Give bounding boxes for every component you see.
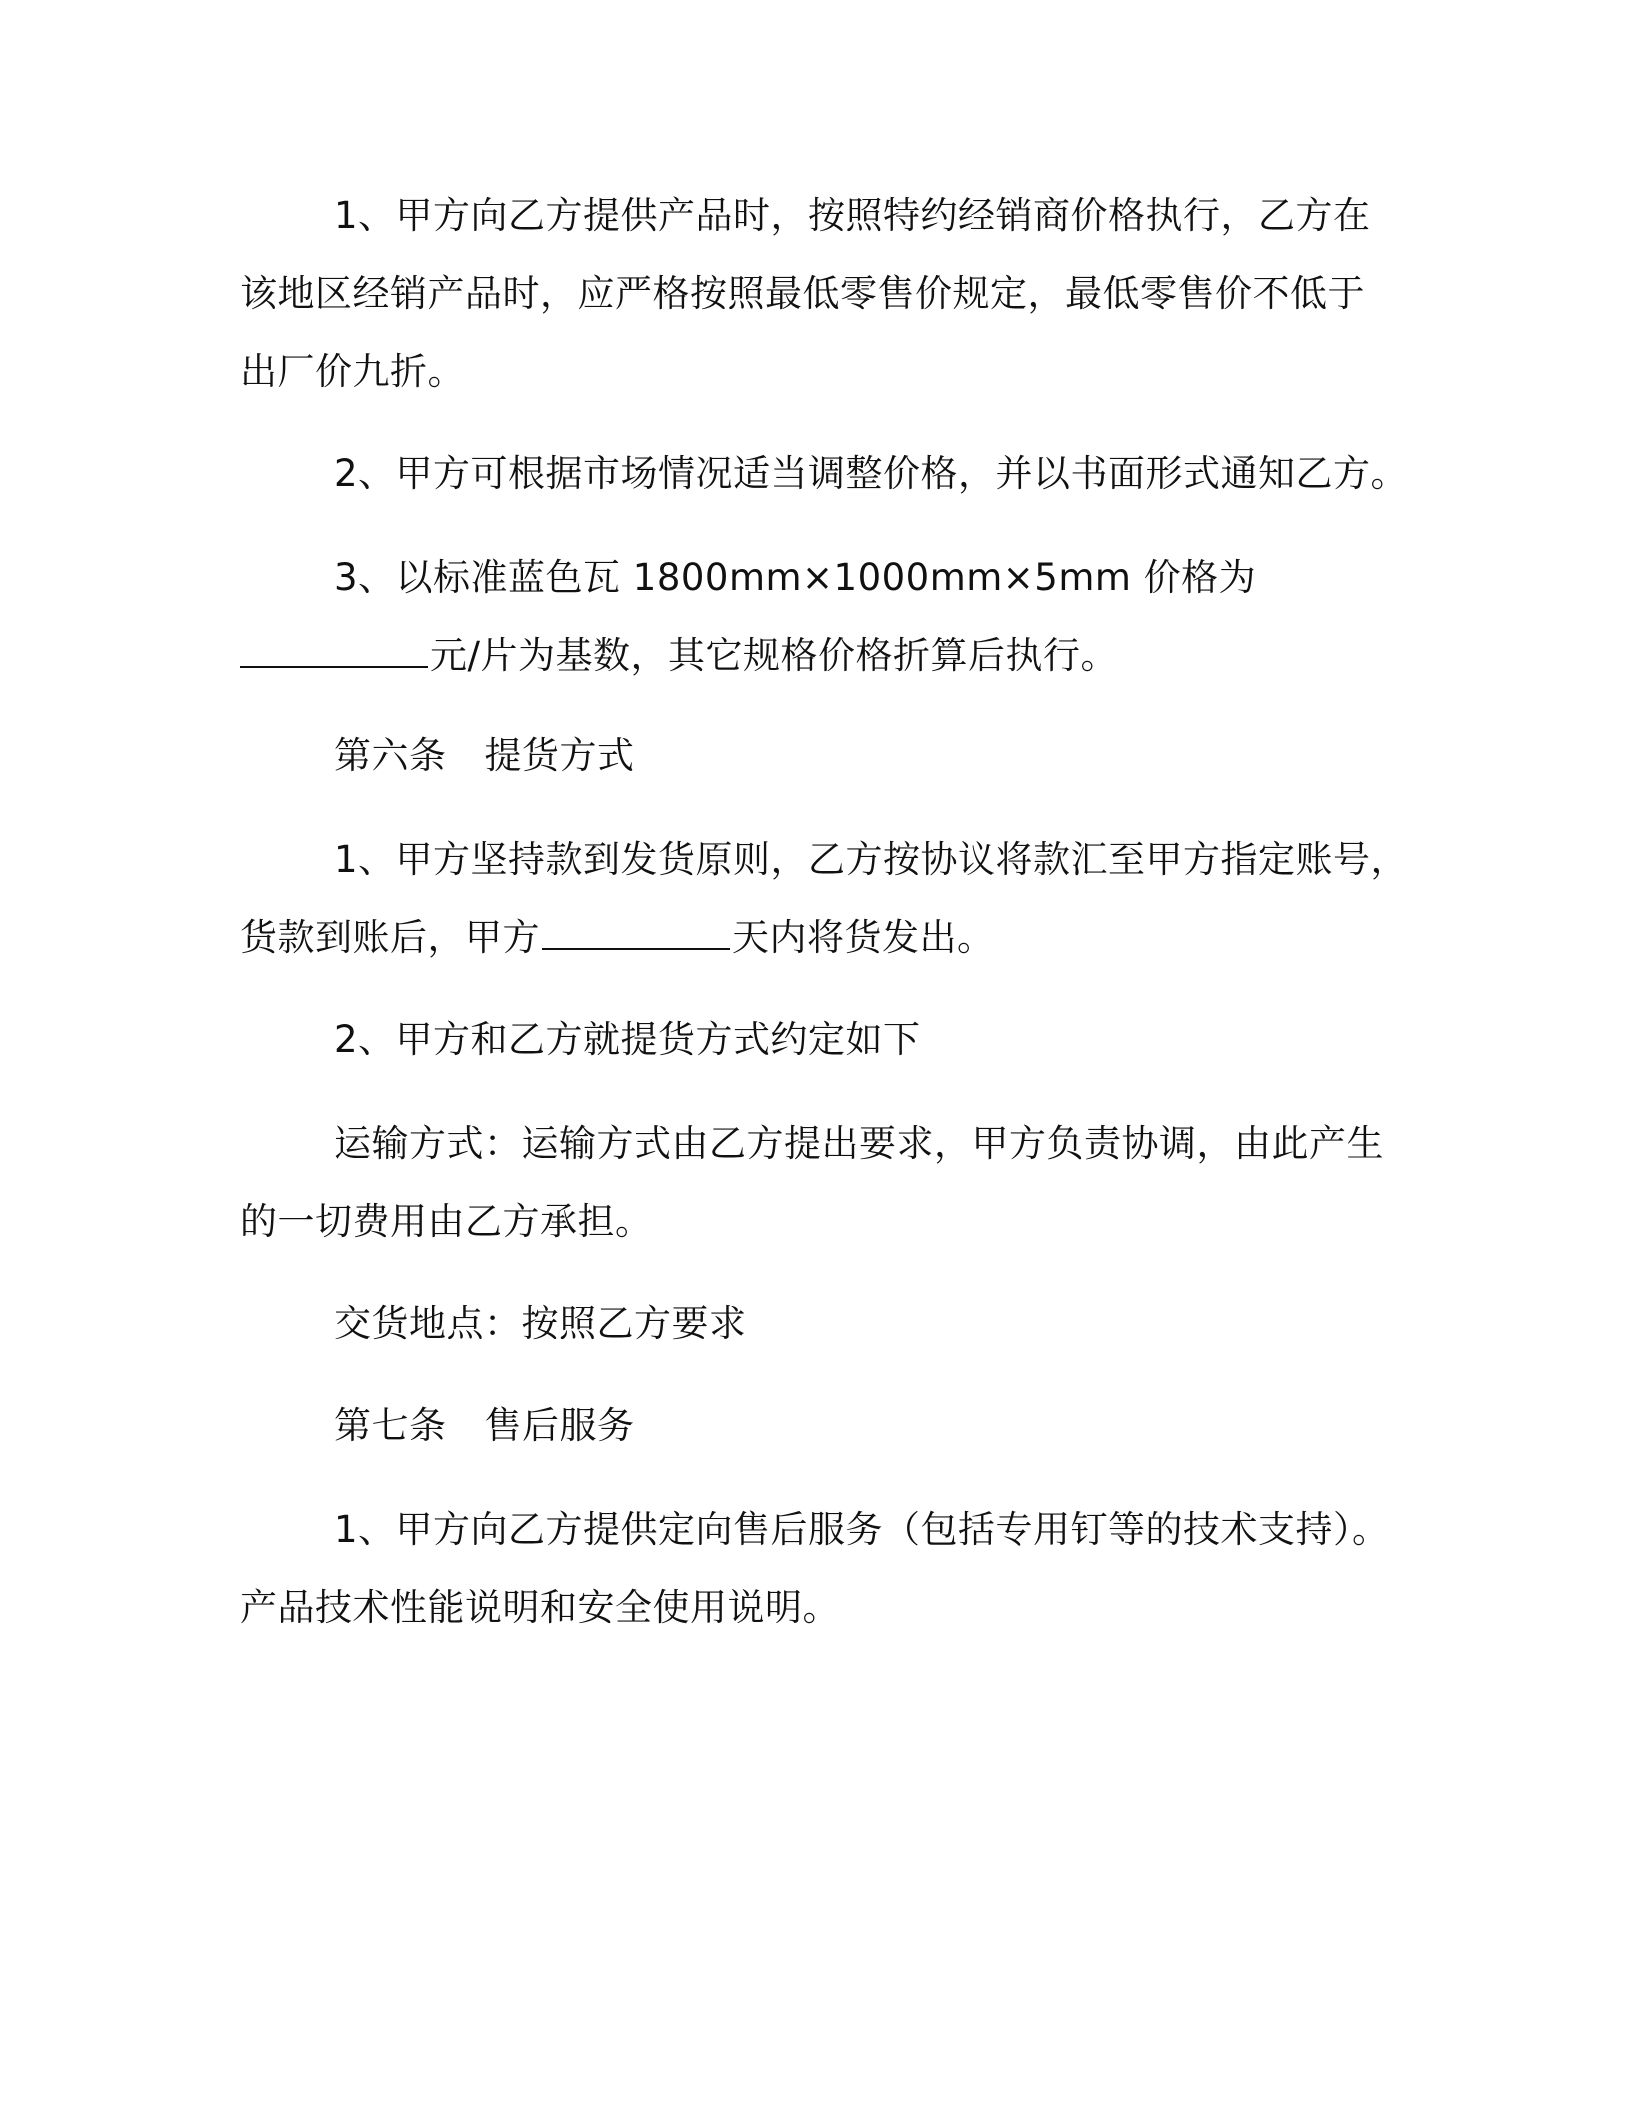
- article-7-clause-1-line-1: 1、甲方向乙方提供定向售后服务（包括专用钉等的技术支持）。: [334, 1508, 1390, 1551]
- article-7-title: 售后服务: [484, 1404, 635, 1447]
- article-7-clause-1-line-2: 产品技术性能说明和安全使用说明。: [240, 1586, 840, 1629]
- price-clause-2: 2、甲方可根据市场情况适当调整价格，并以书面形式通知乙方。: [334, 452, 1409, 495]
- price-clause-3-line-2: [240, 634, 1118, 678]
- article-6-title: 提货方式: [484, 734, 635, 777]
- article-6-clause-1-line-2: [240, 916, 995, 960]
- price-clause-1-line-1: 1、甲方向乙方提供产品时，按照特约经销商价格执行，乙方在: [334, 194, 1371, 237]
- article-6-clause-1-suffix: 天内将货发出。: [732, 916, 995, 959]
- price-blank: [240, 636, 428, 668]
- article-7-number: 第七条: [334, 1404, 447, 1447]
- price-clause-1-line-2: 该地区经销产品时，应严格按照最低零售价规定，最低零售价不低于: [240, 272, 1365, 315]
- transport-line-1: 运输方式：运输方式由乙方提出要求，甲方负责协调，由此产生: [334, 1122, 1384, 1165]
- article-6-clause-2: 2、甲方和乙方就提货方式约定如下: [334, 1018, 921, 1061]
- delivery-location: 交货地点：按照乙方要求: [334, 1302, 747, 1345]
- article-6-clause-1-line-1: 1、甲方坚持款到发货原则，乙方按协议将款汇至甲方指定账号，: [334, 838, 1409, 881]
- price-clause-3-text: 元/片为基数，其它规格价格折算后执行。: [430, 634, 1118, 677]
- days-blank: [542, 918, 730, 950]
- article-6-clause-1-prefix: 货款到账后，甲方: [240, 916, 540, 959]
- article-7-heading: [334, 1404, 635, 1448]
- article-6-number: 第六条: [334, 734, 447, 777]
- price-clause-1-line-3: 出厂价九折。: [240, 350, 465, 393]
- transport-line-2: 的一切费用由乙方承担。: [240, 1200, 653, 1243]
- article-6-heading: [334, 734, 635, 778]
- price-clause-3-line-1: 3、以标准蓝色瓦 1800mm×1000mm×5mm 价格为: [334, 556, 1257, 599]
